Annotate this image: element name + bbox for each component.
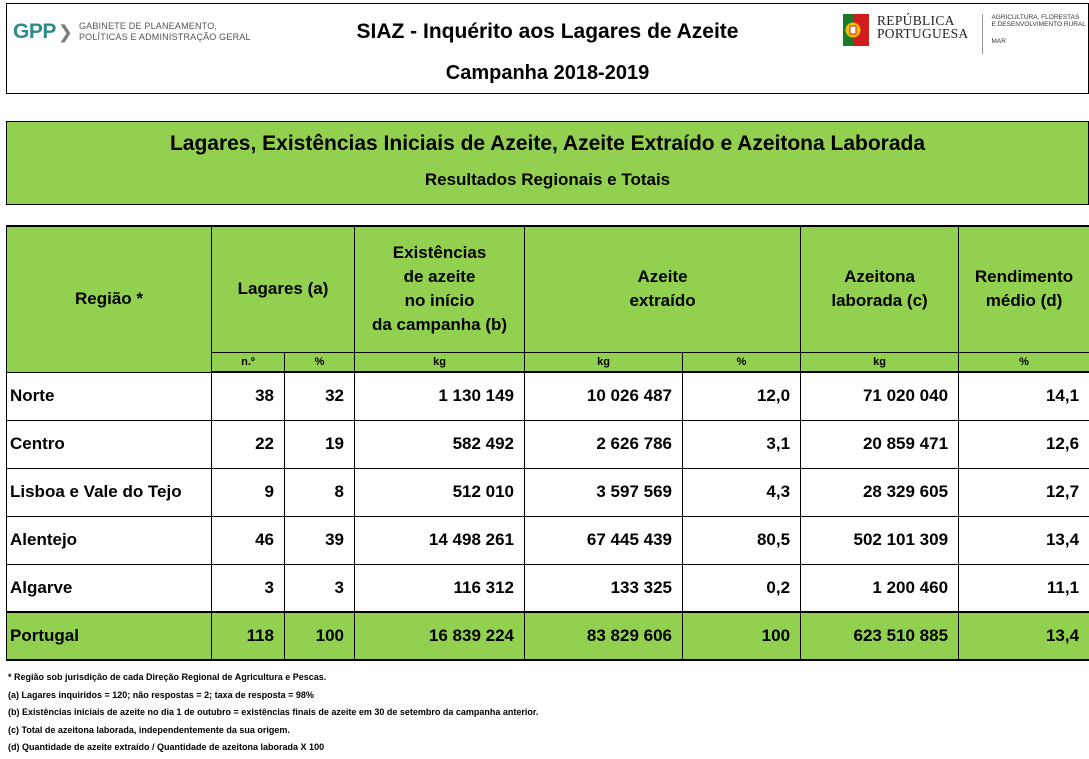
section-header xyxy=(6,121,1089,205)
cell-existencias: 16 839 224 xyxy=(355,612,525,660)
cell-lagares-pct: 8 xyxy=(285,468,355,516)
cell-azeitona-kg: 502 101 309 xyxy=(801,516,959,564)
footnote: (a) Lagares inquiridos = 120; não respostas = 2; taxa de resposta = 98% xyxy=(8,689,314,700)
cell-azeitona-kg: 28 329 605 xyxy=(801,468,959,516)
cell-regiao: Centro xyxy=(7,420,212,468)
cell-azeite-kg: 67 445 439 xyxy=(525,516,683,564)
table-row-algarve xyxy=(7,564,1089,612)
col-header-regiao: Região * xyxy=(7,226,212,372)
cell-azeite-kg: 83 829 606 xyxy=(525,612,683,660)
table-row-norte xyxy=(7,372,1089,420)
cell-existencias: 512 010 xyxy=(355,468,525,516)
cell-existencias: 14 498 261 xyxy=(355,516,525,564)
republic-line2: PORTUGUESA xyxy=(877,26,969,41)
gpp-name-line1: GABINETE DE PLANEAMENTO, xyxy=(78,21,218,31)
cell-azeite-pct: 80,5 xyxy=(683,516,801,564)
cell-lagares-pct: 19 xyxy=(285,420,355,468)
cell-existencias: 116 312 xyxy=(355,564,525,612)
unit-existencias-kg: kg xyxy=(355,352,525,372)
logo-divider xyxy=(982,14,983,54)
table-row-lisboa xyxy=(7,468,1089,516)
cell-azeite-kg: 3 597 569 xyxy=(525,468,683,516)
col-header-azeitona-line1: Azeitona xyxy=(844,267,915,287)
cell-lagares-n: 46 xyxy=(212,516,285,564)
gpp-mark: GPP xyxy=(13,20,56,43)
col-header-existencias-line2: de azeite xyxy=(403,267,476,287)
ministry-line3: MAR xyxy=(991,38,1006,45)
col-header-existencias-line4: da campanha (b) xyxy=(371,315,508,335)
col-header-rendimento-line1: Rendimento xyxy=(974,267,1074,287)
cell-azeitona-kg: 20 859 471 xyxy=(801,420,959,468)
cell-lagares-pct: 3 xyxy=(285,564,355,612)
footnote: (b) Existências iniciais de azeite no dia 1 de outubro = existências finais de azeite em 30 de setembro da campanha anterior. xyxy=(8,707,539,718)
cell-lagares-n: 9 xyxy=(212,468,285,516)
section-title: Lagares, Existências Iniciais de Azeite, Azeite Extraído e Azeitona Laborada xyxy=(169,132,926,155)
cell-azeite-pct: 4,3 xyxy=(683,468,801,516)
cell-azeite-pct: 0,2 xyxy=(683,564,801,612)
col-header-azeite-line1: Azeite xyxy=(637,267,688,287)
cell-azeite-kg: 2 626 786 xyxy=(525,420,683,468)
col-header-azeite xyxy=(525,226,801,352)
table-row-alentejo xyxy=(7,516,1089,564)
cell-rendimento: 12,6 xyxy=(959,420,1089,468)
cell-azeitona-kg: 1 200 460 xyxy=(801,564,959,612)
cell-azeite-kg: 10 026 487 xyxy=(525,372,683,420)
section-subtitle: Resultados Regionais e Totais xyxy=(424,170,671,189)
ministry-line1: AGRICULTURA, FLORESTAS xyxy=(991,14,1080,21)
unit-azeitona-kg: kg xyxy=(801,352,959,372)
cell-lagares-pct: 100 xyxy=(285,612,355,660)
cell-rendimento: 12,7 xyxy=(959,468,1089,516)
table-row-total xyxy=(7,612,1089,660)
unit-lagares-n: n.º xyxy=(212,352,285,372)
col-header-rendimento-line2: médio (d) xyxy=(985,291,1063,311)
cell-azeitona-kg: 71 020 040 xyxy=(801,372,959,420)
footnotes xyxy=(8,669,538,757)
campaign-title: Campanha 2018-2019 xyxy=(445,62,650,84)
unit-azeite-pct: % xyxy=(683,352,801,372)
ministry-line2: E DESENVOLVIMENTO RURAL xyxy=(991,21,1086,28)
cell-regiao: Alentejo xyxy=(7,516,212,564)
col-header-azeitona xyxy=(801,226,959,352)
cell-lagares-n: 118 xyxy=(212,612,285,660)
col-header-existencias-line3: no início xyxy=(404,291,475,311)
report-title: SIAZ - Inquérito aos Lagares de Azeite xyxy=(356,20,739,43)
cell-existencias: 1 130 149 xyxy=(355,372,525,420)
cell-rendimento: 13,4 xyxy=(959,612,1089,660)
unit-lagares-pct: % xyxy=(285,352,355,372)
cell-lagares-pct: 32 xyxy=(285,372,355,420)
cell-rendimento: 14,1 xyxy=(959,372,1089,420)
col-header-existencias xyxy=(355,226,525,352)
col-header-azeite-line2: extraído xyxy=(629,291,696,311)
footnote: (c) Total de azeitona laborada, independentemente da sua origem. xyxy=(8,724,290,735)
cell-rendimento: 11,1 xyxy=(959,564,1089,612)
republic-line1: REPÚBLICA xyxy=(877,13,955,28)
table-row-centro xyxy=(7,420,1089,468)
cell-azeite-kg: 133 325 xyxy=(525,564,683,612)
gpp-name-line2: POLÍTICAS E ADMINISTRAÇÃO GERAL xyxy=(78,32,251,42)
cell-lagares-n: 3 xyxy=(212,564,285,612)
unit-azeite-kg: kg xyxy=(525,352,683,372)
government-logo xyxy=(843,14,1086,54)
chevron-right-icon: ❯ xyxy=(57,21,73,42)
report-header xyxy=(6,3,1089,94)
cell-regiao: Lisboa e Vale do Tejo xyxy=(7,468,212,516)
cell-regiao: Portugal xyxy=(7,612,212,660)
cell-azeite-pct: 3,1 xyxy=(683,420,801,468)
cell-regiao: Norte xyxy=(7,372,212,420)
col-header-lagares: Lagares (a) xyxy=(212,226,355,352)
cell-azeitona-kg: 623 510 885 xyxy=(801,612,959,660)
republic-emblem-icon xyxy=(843,14,869,46)
republic-name xyxy=(877,14,968,40)
cell-rendimento: 13,4 xyxy=(959,516,1089,564)
cell-lagares-n: 38 xyxy=(212,372,285,420)
col-header-rendimento xyxy=(959,226,1089,352)
cell-lagares-pct: 39 xyxy=(285,516,355,564)
table-header-row xyxy=(7,226,1089,352)
cell-lagares-n: 22 xyxy=(212,420,285,468)
footnote: (d) Quantidade de azeite extraído / Quantidade de azeitona laborada X 100 xyxy=(8,742,325,753)
cell-azeite-pct: 100 xyxy=(683,612,801,660)
unit-rendimento-pct: % xyxy=(959,352,1089,372)
cell-existencias: 582 492 xyxy=(355,420,525,468)
cell-azeite-pct: 12,0 xyxy=(683,372,801,420)
ministry-name xyxy=(991,14,1085,45)
col-header-azeitona-line2: laborada (c) xyxy=(831,291,928,311)
col-header-existencias-line1: Existências xyxy=(392,243,487,263)
results-table xyxy=(6,225,1089,661)
cell-regiao: Algarve xyxy=(7,564,212,612)
footnote: * Região sob jurisdição de cada Direção Regional de Agricultura e Pescas. xyxy=(8,672,327,682)
